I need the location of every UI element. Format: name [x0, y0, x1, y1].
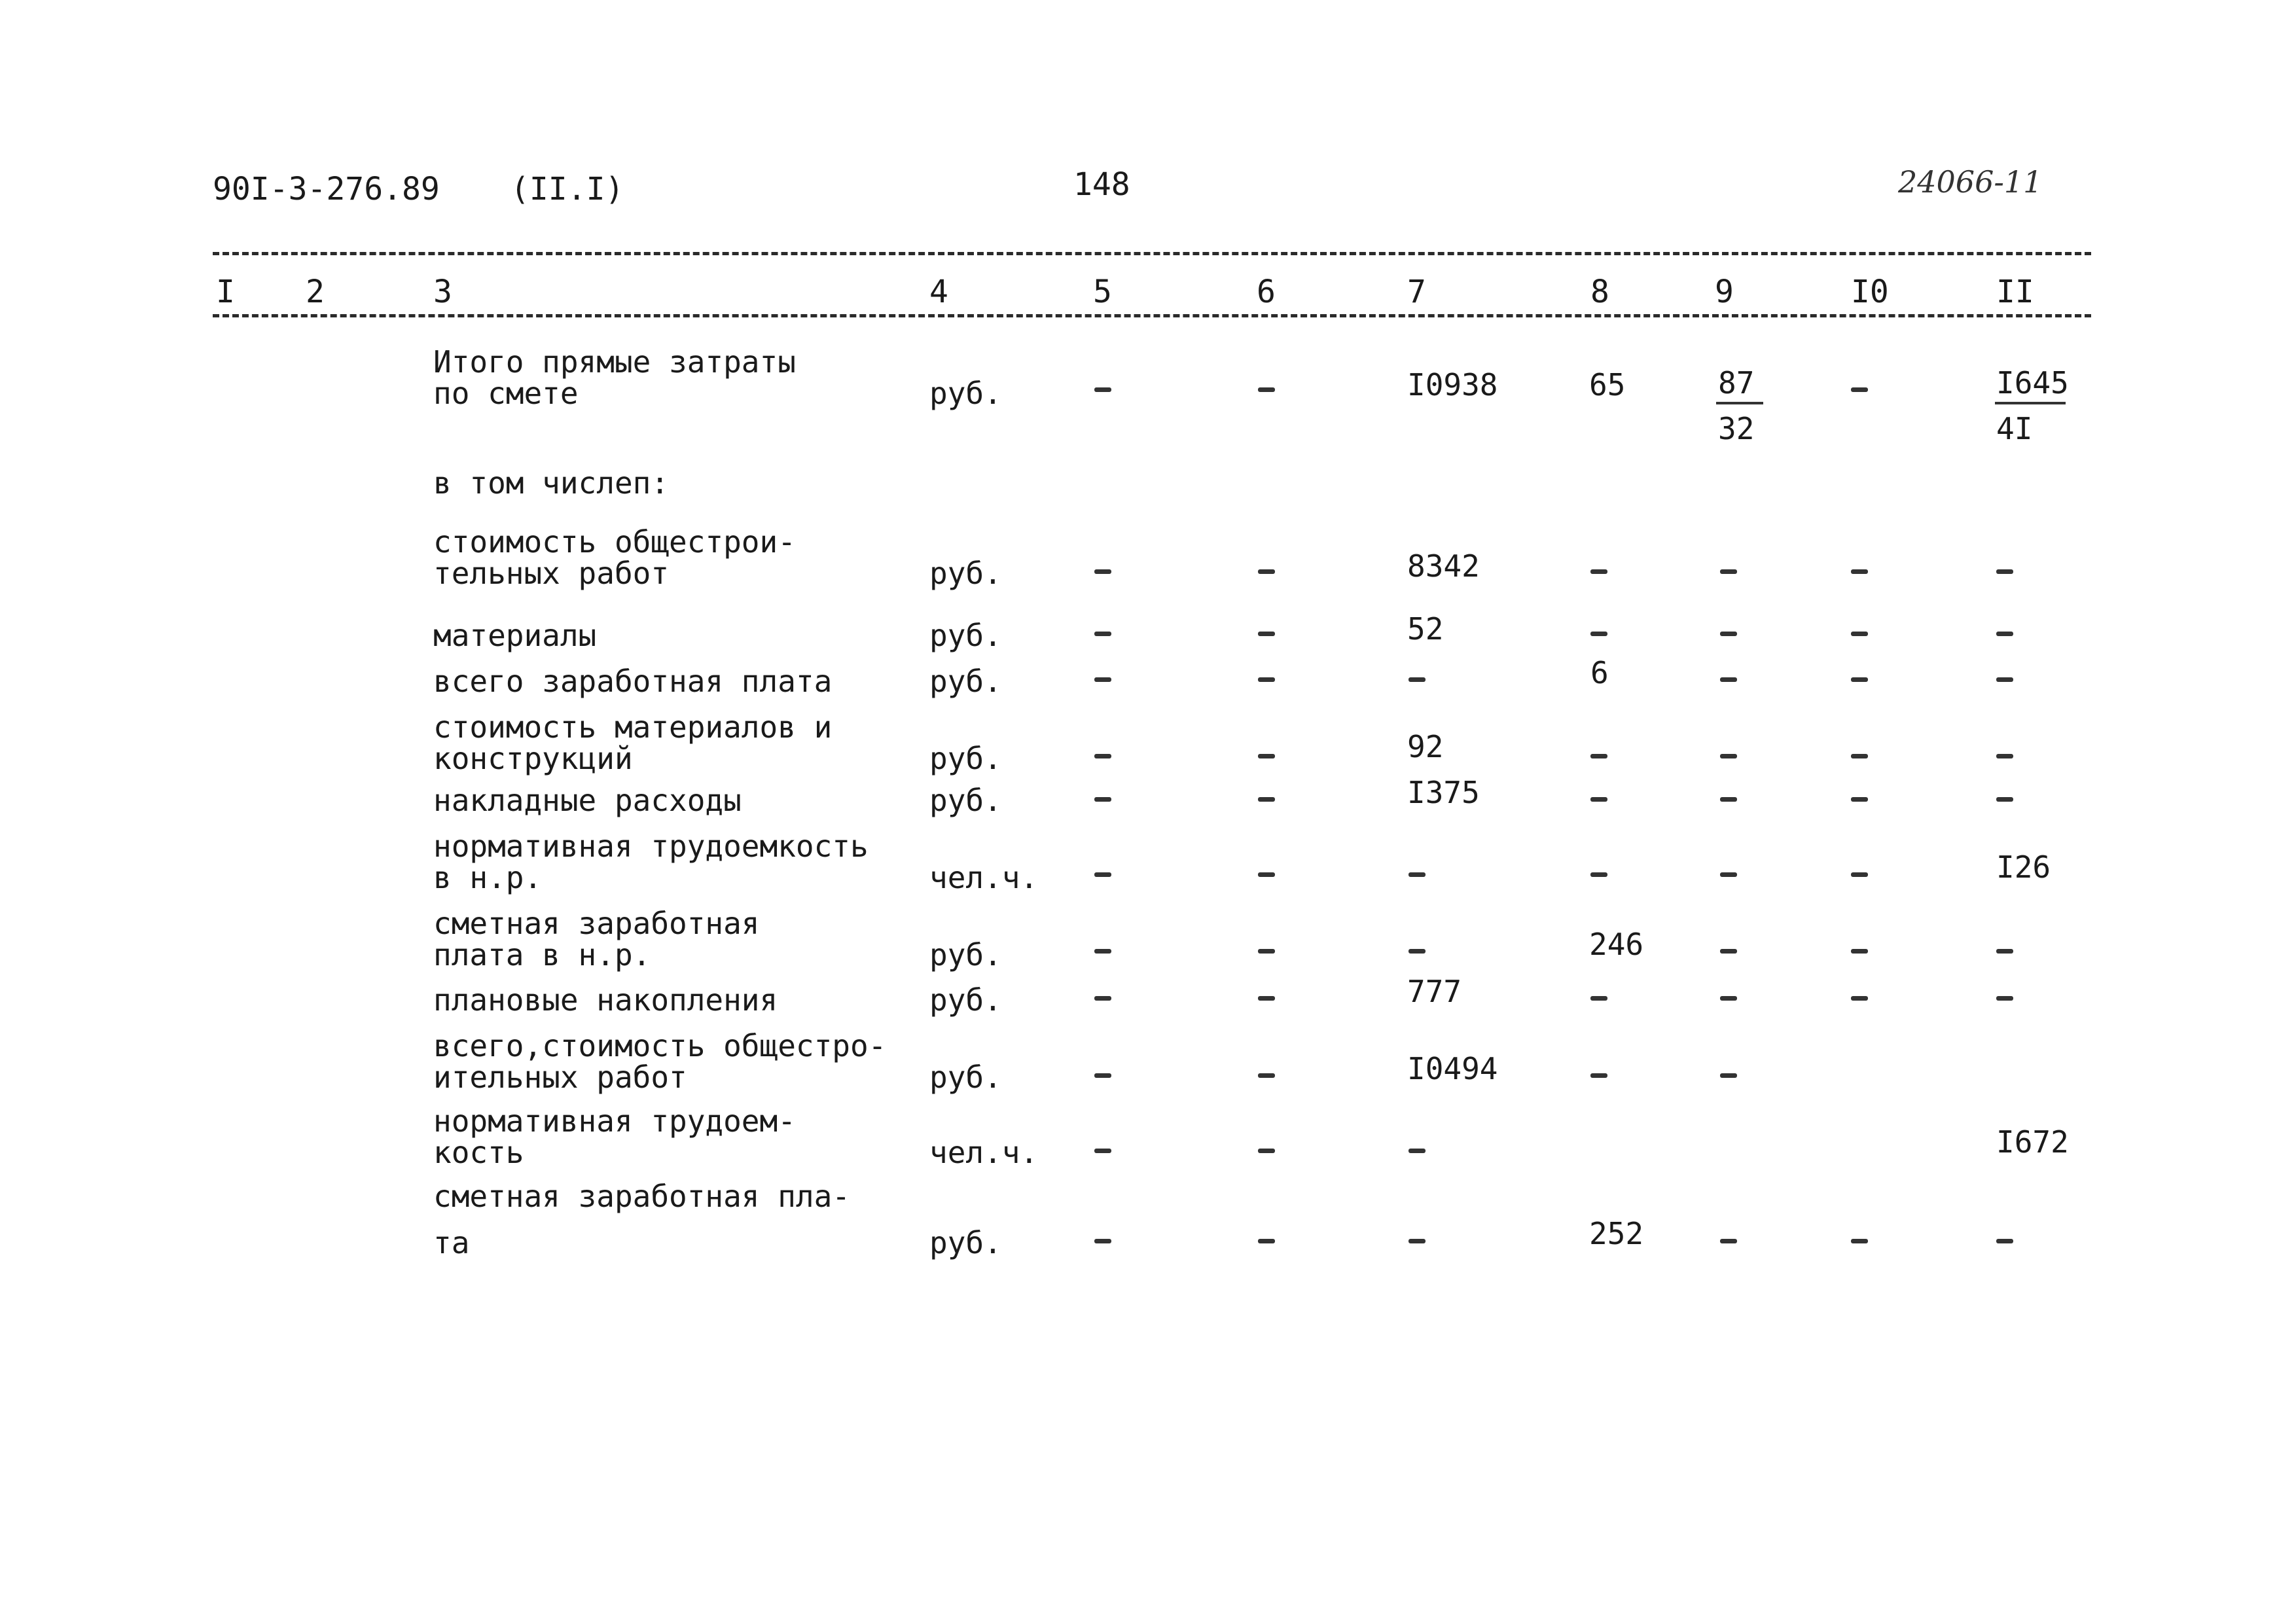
row-unit: руб. — [929, 664, 1002, 699]
value-col11: I672 — [1996, 1124, 2069, 1160]
column-number-1: I — [216, 274, 235, 310]
dash-mark — [1590, 872, 1607, 877]
row-unit: руб. — [929, 741, 1002, 776]
dash-mark — [1590, 754, 1607, 758]
dash-mark — [1851, 387, 1868, 392]
value-col9-numerator: 87 — [1718, 365, 1755, 401]
column-number-8: 8 — [1590, 274, 1609, 310]
column-number-10: I0 — [1851, 274, 1889, 310]
dash-mark — [1720, 797, 1737, 802]
value-col11-denominator: 4I — [1996, 411, 2033, 446]
row-label-line2: в н.р. — [433, 860, 543, 895]
row-unit: чел.ч. — [929, 860, 1039, 895]
row-label-line1: плановые накопления — [433, 982, 778, 1018]
dash-mark — [1590, 569, 1607, 574]
value-col8: 246 — [1589, 927, 1644, 962]
row-label-line2: ительных работ — [433, 1060, 687, 1095]
dash-mark — [1720, 632, 1737, 636]
dash-mark — [1258, 677, 1275, 682]
dash-mark — [1996, 797, 2013, 802]
row-unit: руб. — [929, 1060, 1002, 1095]
dash-mark — [1996, 949, 2013, 954]
row-label-line1: сметная заработная — [433, 906, 760, 941]
dash-mark — [1996, 677, 2013, 682]
dash-mark — [1094, 872, 1111, 877]
dash-mark — [1258, 1239, 1275, 1243]
dash-mark — [1258, 872, 1275, 877]
dash-mark — [1094, 949, 1111, 954]
dash-mark — [1590, 996, 1607, 1001]
row-unit: руб. — [929, 1225, 1002, 1260]
dash-mark — [1720, 949, 1737, 954]
value-col7: 52 — [1407, 611, 1444, 647]
value-col11-numerator: I645 — [1996, 365, 2069, 401]
dash-mark — [1408, 872, 1426, 877]
row-label-line2: конструкций — [433, 741, 633, 776]
dash-mark — [1258, 569, 1275, 574]
row-label-line1: всего,стоимость общестро- — [433, 1028, 887, 1063]
fraction-line — [1995, 402, 2066, 404]
dash-mark — [1720, 754, 1737, 758]
row-unit: руб. — [929, 982, 1002, 1018]
dash-mark — [1094, 1073, 1111, 1078]
dash-mark — [1720, 677, 1737, 682]
column-number-4: 4 — [929, 274, 948, 310]
row-unit: руб. — [929, 556, 1002, 591]
column-number-3: 3 — [433, 274, 452, 310]
row-label-line1: стоимость общестрои- — [433, 524, 796, 560]
dash-mark — [1590, 1073, 1607, 1078]
row-unit: руб. — [929, 376, 1002, 411]
dash-mark — [1996, 569, 2013, 574]
dash-mark — [1408, 1239, 1426, 1243]
dash-mark — [1851, 949, 1868, 954]
row-unit: руб. — [929, 618, 1002, 653]
dash-mark — [1258, 996, 1275, 1001]
dash-mark — [1851, 632, 1868, 636]
dash-mark — [1851, 797, 1868, 802]
dash-mark — [1094, 677, 1111, 682]
top-dashed-rule — [213, 252, 2091, 255]
dash-mark — [1590, 632, 1607, 636]
row-label-line2: плата в н.р. — [433, 937, 651, 972]
row-label-line2: та — [433, 1225, 470, 1260]
value-col7: I0494 — [1407, 1051, 1498, 1086]
dash-mark — [1094, 569, 1111, 574]
fraction-line — [1716, 402, 1763, 404]
value-col11: I26 — [1996, 849, 2051, 885]
row-label-line1: стоимость материалов и — [433, 709, 833, 745]
value-col7: I0938 — [1407, 367, 1498, 402]
row-label-line2: по смете — [433, 376, 579, 411]
dash-mark — [1996, 754, 2013, 758]
row-label-line1: накладные расходы — [433, 783, 742, 818]
dash-mark — [1851, 1239, 1868, 1243]
column-dashed-rule — [213, 314, 2091, 317]
dash-mark — [1094, 754, 1111, 758]
dash-mark — [1851, 872, 1868, 877]
dash-mark — [1408, 677, 1426, 682]
dash-mark — [1094, 632, 1111, 636]
row-unit: чел.ч. — [929, 1135, 1039, 1170]
value-col7: 777 — [1407, 974, 1462, 1009]
dash-mark — [1720, 1073, 1737, 1078]
column-number-2: 2 — [306, 274, 325, 310]
row-label-line1: материалы — [433, 618, 597, 653]
dash-mark — [1590, 797, 1607, 802]
row-unit: руб. — [929, 783, 1002, 818]
row-unit: руб. — [929, 937, 1002, 972]
value-col7: I375 — [1407, 775, 1480, 810]
dash-mark — [1851, 754, 1868, 758]
row-label-line1: сметная заработная пла- — [433, 1179, 850, 1214]
document-code: 90I-3-276.89 — [213, 171, 440, 207]
dash-mark — [1094, 387, 1111, 392]
row-label-line1: нормативная трудоем- — [433, 1103, 796, 1139]
dash-mark — [1258, 1073, 1275, 1078]
value-col8: 252 — [1589, 1216, 1644, 1251]
column-number-5: 5 — [1093, 274, 1112, 310]
dash-mark — [1094, 1239, 1111, 1243]
dash-mark — [1720, 996, 1737, 1001]
dash-mark — [1094, 996, 1111, 1001]
dash-mark — [1258, 387, 1275, 392]
value-col9-denominator: 32 — [1718, 411, 1755, 446]
dash-mark — [1996, 632, 2013, 636]
dash-mark — [1996, 1239, 2013, 1243]
dash-mark — [1094, 797, 1111, 802]
dash-mark — [1720, 569, 1737, 574]
value-col7: 92 — [1407, 729, 1444, 764]
dash-mark — [1996, 996, 2013, 1001]
dash-mark — [1258, 949, 1275, 954]
page-number: 148 — [1073, 166, 1130, 203]
dash-mark — [1094, 1149, 1111, 1153]
dash-mark — [1258, 754, 1275, 758]
section-number: (II.I) — [511, 171, 624, 207]
value-col8: 65 — [1589, 367, 1626, 402]
row-label-line2: тельных работ — [433, 556, 670, 591]
row-label-line1: всего заработная плата — [433, 664, 833, 699]
row-label-line1: нормативная трудоемкость — [433, 829, 869, 864]
dash-mark — [1851, 569, 1868, 574]
value-col8: 6 — [1590, 655, 1609, 690]
handwritten-stamp: 24066-11 — [1898, 164, 2043, 200]
row-label-line2: кость — [433, 1135, 524, 1170]
dash-mark — [1851, 677, 1868, 682]
column-number-7: 7 — [1407, 274, 1426, 310]
dash-mark — [1408, 1149, 1426, 1153]
column-number-11: II — [1996, 274, 2034, 310]
dash-mark — [1258, 797, 1275, 802]
row-label-line1: в том числеп: — [433, 465, 670, 501]
row-label-line1: Итого прямые затраты — [433, 344, 796, 380]
value-col7: 8342 — [1407, 548, 1480, 584]
dash-mark — [1720, 1239, 1737, 1243]
dash-mark — [1408, 949, 1426, 954]
dash-mark — [1720, 872, 1737, 877]
dash-mark — [1258, 632, 1275, 636]
dash-mark — [1851, 996, 1868, 1001]
column-number-9: 9 — [1715, 274, 1734, 310]
column-number-6: 6 — [1257, 274, 1276, 310]
dash-mark — [1258, 1149, 1275, 1153]
